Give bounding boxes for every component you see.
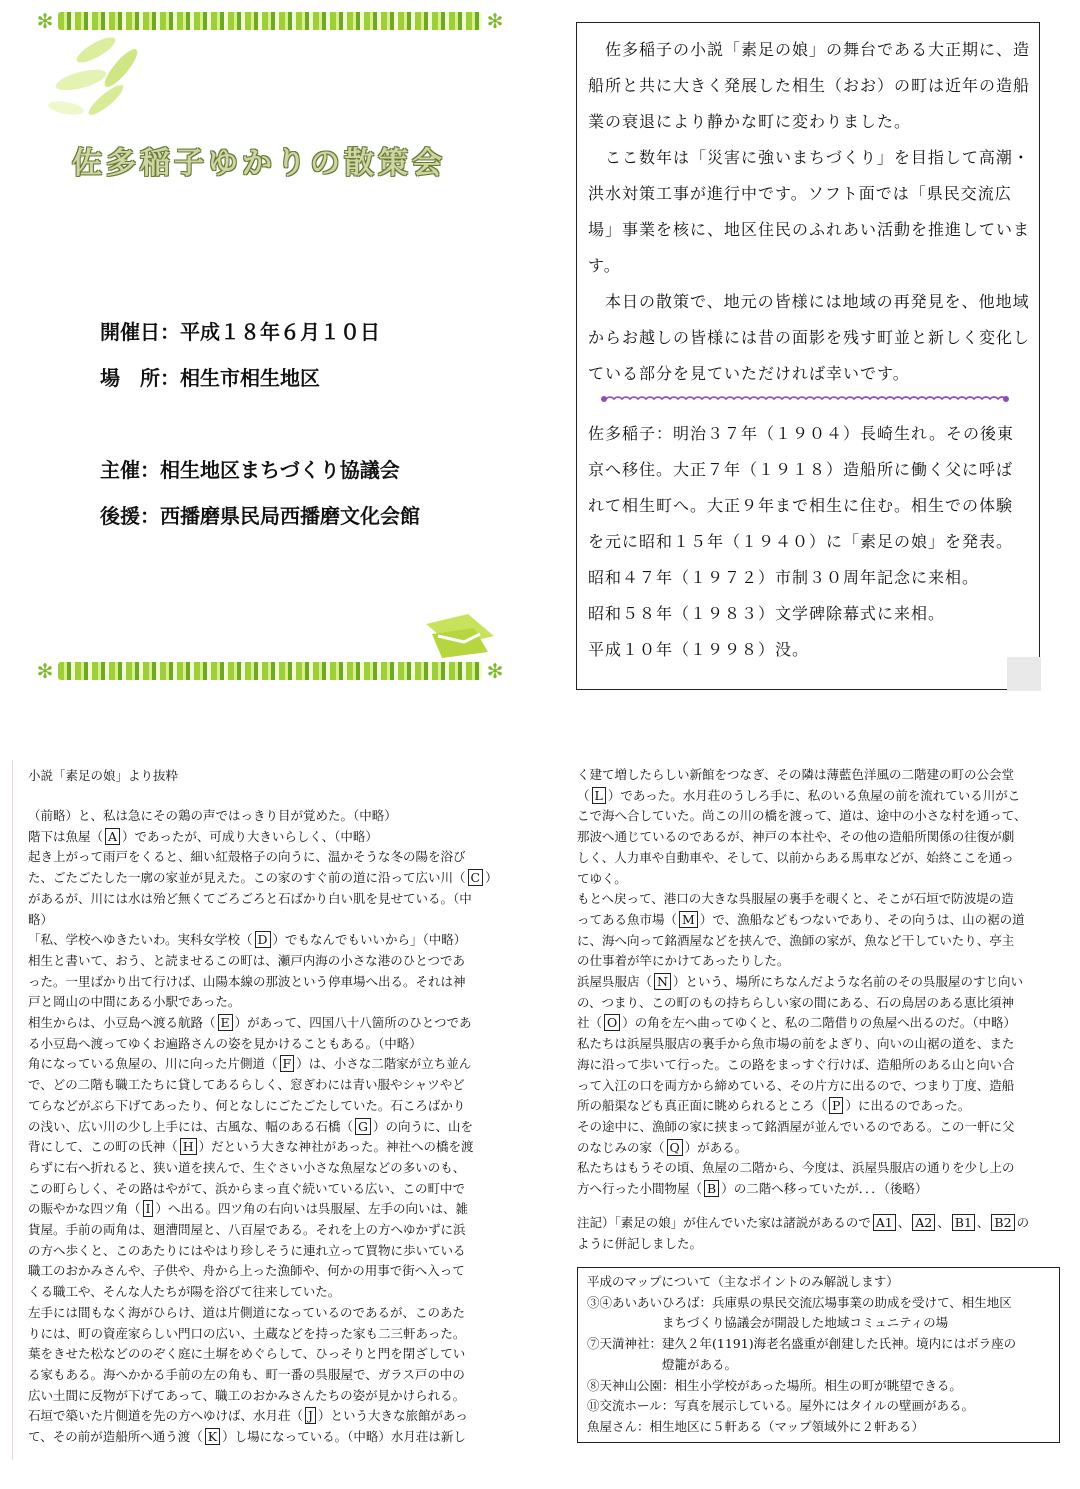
- text-segment: ）し場になっている。（中略）水月荘は新し: [222, 1429, 466, 1445]
- text-segment: 背にして、この町の氏神（: [28, 1139, 178, 1155]
- text-segment: ）の角を左へ曲ってゆくと、私の二階借りの魚屋へ出るのだ。（中略）: [622, 1015, 1017, 1031]
- text-segment: くる職工や、そんな人たちが陽を浴びて往来していた。: [28, 1284, 341, 1300]
- bio-line: 平成１０年（１９９８）没。: [588, 640, 810, 659]
- text-segment: る小豆島へ渡ってゆくお遍路さんの姿を見かけることもある。（中略）: [28, 1035, 422, 1051]
- text-line: [28, 1220, 518, 1241]
- map-note-line: 燈籠がある。: [587, 1356, 738, 1372]
- text-line: [28, 1158, 518, 1179]
- map-note-line: まちづくり協議会が開設した地域コミュニティの場: [587, 1315, 949, 1331]
- excerpt-heading: 小説「素足の娘」より抜粋: [28, 768, 179, 783]
- text-line: [28, 1344, 518, 1365]
- bio-line: 昭和５８年（１９８３）文学碑除幕式に来相。: [588, 604, 946, 623]
- map-note-line: ③④あいあいひろば：兵庫県の県民交流広場事業の助成を受けて、相生地区: [587, 1294, 1012, 1310]
- place-marker: D: [255, 931, 271, 948]
- text-line: [28, 1303, 518, 1324]
- text-segment: しく、人力車や自動車や、そして、以前からある馬車などが、始終ここを通っ: [577, 849, 1014, 865]
- text-line: [28, 1406, 518, 1427]
- flower-icon: ✻: [36, 659, 54, 683]
- text-segment: 職工のおかみさんや、子供や、舟から上った漁師や、何かの用事で街へ入って: [28, 1263, 465, 1279]
- text-line: [577, 910, 1067, 931]
- text-segment: ）の二階へ移っていたが．．．（後略）: [721, 1181, 928, 1197]
- text-segment: ）: [485, 870, 498, 886]
- text-line: [28, 951, 518, 972]
- text-segment: 葉をきせた松などののぞく庭に土塀をめぐらして、ひっそりと門を閉ざしてい: [28, 1346, 466, 1362]
- text-line: [28, 889, 518, 910]
- text-segment: 略）: [28, 911, 54, 927]
- leaf-decoration-icon: [36, 30, 156, 120]
- text-line: [577, 951, 1067, 972]
- text-segment: 貨屋。手前の両角は、廻漕問屋と、八百屋である。それを上の方へゆかずに浜: [28, 1222, 466, 1238]
- intro-paragraph-2: ここ数年は「災害に強いまちづくり」を目指して高潮・洪水対策工事が進行中です。ソフト面では「県民交流広場」事業を核に、地区住民のふれあい活動を推進しています。: [588, 148, 1031, 275]
- text-segment: 角になっている魚屋の、川に向った片側道（: [28, 1056, 278, 1072]
- text-segment: 、: [976, 1215, 990, 1230]
- text-segment: った。一里ばかり出て行けば、山陽本線の那波という停車場へ出る。それは神: [28, 973, 466, 989]
- text-segment: く建て増したらしい新館をつなぎ、その隣は薄藍色洋風の二階建の町の公会堂: [577, 767, 1015, 782]
- text-segment: 階下は魚屋（: [28, 828, 104, 844]
- text-line: [28, 930, 518, 951]
- place-marker: A1: [873, 1214, 896, 1231]
- text-line: [28, 1386, 518, 1407]
- text-segment: ）があって、四国八十八箇所のひとつであ: [234, 1015, 472, 1031]
- text-line: [577, 1096, 1067, 1117]
- text-segment: （前略）と、私は急にその鶏の声ではっきり目が覚めた。（中略）: [28, 808, 397, 823]
- text-segment: に、海へ向って銘酒屋などを挟んで、漁師の家が、魚など干していたり、亭主: [577, 932, 1015, 948]
- text-line: [577, 1213, 1067, 1234]
- text-segment: のなじみの家（: [577, 1139, 665, 1155]
- event-host: 主催：相生地区まちづくり協議会: [100, 458, 400, 482]
- text-segment: の賑やかな四ツ角（: [28, 1201, 141, 1217]
- text-segment: の: [1016, 1215, 1030, 1230]
- bio-line: 京へ移住。大正７年（１９１８）造船所に働く父に呼ば: [588, 460, 1014, 479]
- text-segment: 注記）「素足の娘」が住んでいた家は諸説があるので: [577, 1215, 871, 1230]
- text-segment: 私たちは浜屋呉服店の裏手から魚市場の前をよぎり、向いの山裾の道を、また: [577, 1036, 1015, 1052]
- text-line: [577, 1055, 1067, 1076]
- text-line: [28, 1261, 518, 1282]
- text-line: [577, 1158, 1067, 1179]
- place-marker: F: [280, 1055, 295, 1072]
- text-segment: てゆく。: [577, 870, 627, 886]
- place-marker: B: [704, 1180, 719, 1197]
- text-segment: ）へ出る。四ツ角の右向いは呉服屋、左手の向いは、雑: [155, 1201, 468, 1217]
- top-decorative-border: [32, 10, 508, 32]
- text-segment: 石垣で築いた片側道を先の方へゆけば、水月荘（: [28, 1408, 304, 1424]
- text-line: [28, 1179, 518, 1200]
- text-segment: て、その前が造船所へ通う渡（: [28, 1429, 203, 1445]
- text-line: [28, 1096, 518, 1117]
- text-segment: ）という、場所にちなんだような名前のその呉服屋のすじ向い: [672, 974, 1023, 990]
- text-segment: 所の船渠なども真正面に眺められるところ（: [577, 1098, 828, 1114]
- text-line: [28, 910, 518, 931]
- margin-line: [12, 760, 13, 1460]
- map-note-line: ⑪交流ホール：写真を展示している。屋外にはタイルの壁画がある。: [587, 1398, 975, 1414]
- bio-line: れて相生町へ。大正９年まで相生に住む。相生での体験: [588, 496, 1014, 515]
- place-marker: H: [180, 1138, 197, 1155]
- text-segment: ）という大きな旅館があっ: [318, 1408, 468, 1424]
- text-segment: もとへ戻って、港口の大きな呉服屋の裏手を覗くと、そこが石垣で防波堤の造: [577, 891, 1014, 907]
- bio-line: を元に昭和１５年（１９４０）に「素足の娘」を発表。: [588, 532, 1014, 551]
- place-marker: A2: [912, 1214, 935, 1231]
- text-segment: ）だという大きな神社があった。神社への橋を渡: [198, 1139, 474, 1155]
- text-segment: ）の向うに、山を: [373, 1118, 474, 1134]
- text-line: [577, 1117, 1067, 1138]
- text-line: [577, 786, 1067, 807]
- excerpt-left-column: [28, 806, 518, 1448]
- place-marker: M: [679, 911, 698, 928]
- text-segment: ）に出るのであった。: [845, 1098, 971, 1114]
- text-line: [28, 1117, 518, 1138]
- wavy-divider: [600, 392, 1010, 406]
- author-bio: [588, 416, 1038, 668]
- text-line: [28, 806, 518, 827]
- text-segment: 広い土間に反物が下げてあって、職工のおかみさんたちの姿が見かけられる。: [28, 1387, 466, 1403]
- place-marker: O: [604, 1014, 620, 1031]
- text-line: [28, 1137, 518, 1158]
- text-line: [28, 992, 518, 1013]
- text-segment: ってある魚市場（: [577, 911, 678, 927]
- place-marker: C: [468, 869, 484, 886]
- text-line: [577, 993, 1067, 1014]
- text-segment: ）でもなんでもいいから」（中略）: [272, 932, 467, 948]
- text-line: [28, 1365, 518, 1386]
- text-line: [577, 848, 1067, 869]
- text-segment: 起き上がって雨戸をくると、細い紅殻格子の向うに、温かそうな冬の陽を浴び: [28, 849, 466, 865]
- text-segment: があるが、川には水は殆ど無くてごろごろと石ばかり白い肌を見せている。（中: [28, 890, 472, 906]
- place-marker: N: [654, 973, 671, 990]
- text-line: [28, 827, 518, 848]
- place-marker: A: [105, 828, 120, 845]
- flower-icon: ✻: [36, 9, 54, 33]
- text-line: [28, 1075, 518, 1096]
- place-marker: I: [143, 1200, 154, 1217]
- place-marker: K: [205, 1428, 220, 1445]
- text-line: [28, 972, 518, 993]
- text-segment: る家もある。海へかかる手前の左の角も、町一番の呉服屋で、ガラス戸の中の: [28, 1366, 465, 1382]
- place-marker: B1: [952, 1214, 975, 1231]
- text-line: [577, 827, 1067, 848]
- intro-paragraph-3: 本日の散策で、地元の皆様には地域の再発見を、他地域からお越しの皆様には昔の面影を残す町並と新しく変化している部分を見ていただければ幸いです。: [588, 292, 1031, 383]
- bottom-decorative-border: [32, 660, 508, 682]
- place-marker: G: [355, 1118, 371, 1135]
- text-segment: 「私、学校へゆきたいわ。実科女学校（: [28, 932, 253, 948]
- text-line: [577, 869, 1067, 890]
- text-segment: の、つまり、この町のもの持ちらしい家の間にある、石の鳥居のある恵比須神: [577, 994, 1015, 1010]
- text-segment: この町らしく、その路はやがて、浜からまっ直ぐ続いている広い、この町中で: [28, 1180, 466, 1196]
- text-segment: らずに右へ折れると、狭い道を挟んで、生ぐさい小さな魚屋などの多いのも、: [28, 1159, 466, 1175]
- text-line: [28, 847, 518, 868]
- place-marker: Q: [667, 1139, 683, 1156]
- text-segment: りには、町の資産家らしい門口の広い、土蔵などを持った家も二三軒あった。: [28, 1325, 466, 1341]
- intro-paragraph-1: 佐多稲子の小説「素足の娘」の舞台である大正期に、造船所と共に大きく発展した相生（おお）の町は近年の造船業の衰退により静かな町に変わりました。: [588, 40, 1031, 131]
- flower-icon: ✻: [486, 9, 504, 33]
- map-note-line: ⑧天神山公園：相生小学校があった場所。相生の町が眺望できる。: [587, 1377, 962, 1393]
- text-line: [28, 1324, 518, 1345]
- map-note-line: 平成のマップについて（主なポイントのみ解説します）: [587, 1274, 899, 1289]
- text-segment: （: [577, 787, 590, 803]
- text-segment: 浜屋呉服店（: [577, 974, 653, 990]
- text-line: [577, 765, 1067, 786]
- text-segment: ）であったが、可成り大きいらしく、（中略）: [122, 828, 378, 844]
- text-segment: ）がある。: [684, 1139, 748, 1155]
- event-place: 場 所：相生市相生地区: [100, 366, 320, 390]
- text-line: [577, 1076, 1067, 1097]
- text-segment: 方へ行った小間物屋（: [577, 1181, 703, 1197]
- text-segment: 海に沿って歩いて行った。この路をまっすぐ行けば、造船所のある山と向い合: [577, 1056, 1015, 1072]
- text-segment: 、: [937, 1215, 950, 1230]
- bio-line: 昭和４７年（１９７２）市制３０周年記念に来相。: [588, 568, 980, 587]
- text-segment: ）は、小さな二階家が立ち並ん: [296, 1056, 472, 1072]
- text-line: [577, 1138, 1067, 1159]
- text-segment: 相生からは、小豆島へ渡る航路（: [28, 1015, 216, 1031]
- text-segment: 社（: [577, 1015, 603, 1031]
- place-marker: P: [829, 1097, 843, 1114]
- place-marker: L: [592, 787, 606, 804]
- text-line: [28, 1034, 518, 1055]
- place-marker: B2: [991, 1214, 1014, 1231]
- text-segment: こで海へ合していた。尚この川の橋を渡って、道は、途中の小さな村を通って、: [577, 808, 1027, 824]
- text-segment: ように併記しました。: [577, 1235, 703, 1251]
- place-marker: E: [218, 1014, 233, 1031]
- text-segment: た、ごたごたした一廓の家並が見えた。この家のすぐ前の道に沿って広い川（: [28, 870, 466, 886]
- text-segment: で、どの二階も職工たちに貸してあるらしく、窓ぎわには青い服やシャツやど: [28, 1077, 465, 1093]
- text-segment: ）であった。水月荘のうしろ手に、私のいる魚屋の前を流れている川がこ: [607, 787, 1021, 803]
- text-line: [577, 806, 1067, 827]
- text-segment: 、: [897, 1215, 911, 1230]
- bio-line: 佐多稲子：明治３７年（１９０４）長崎生れ。その後東: [588, 424, 1014, 443]
- text-segment: の浅い、広い川の少し上手には、古風な、幅のある石橋（: [28, 1118, 354, 1134]
- text-segment: てらなどがぶら下げてあったり、何となしにごたごたしていた。石ころばかり: [28, 1097, 466, 1113]
- text-line: [28, 868, 518, 889]
- text-line: [577, 1179, 1067, 1200]
- event-date: 開催日：平成１８年６月１０日: [100, 320, 380, 344]
- page-title: 佐多稲子ゆかりの散策会: [72, 146, 446, 181]
- text-segment: その途中に、漁師の家に挟まって銘酒屋が並んでいるのである。この一軒に父: [577, 1118, 1015, 1134]
- text-segment: って入江の口を両方から締めている、その片方に出るので、つまり丁度、造船: [577, 1077, 1015, 1093]
- text-line: [28, 1427, 518, 1448]
- text-segment: ）で、漁船などもつないであり、その向うは、山の裾の道: [699, 911, 1025, 927]
- text-segment: 戸と岡山の中間にある小駅であった。: [28, 994, 241, 1010]
- text-line: [28, 1199, 518, 1220]
- flower-icon: ✻: [486, 659, 504, 683]
- place-marker: J: [305, 1407, 316, 1424]
- text-segment: 私たちはもうその頃、魚屋の二階から、今度は、浜屋呉服店の通りを少し上の: [577, 1160, 1015, 1176]
- excerpt-note: [577, 1213, 1067, 1254]
- text-segment: 左手には間もなく海がひらけ、道は片側道になっているのであるが、このあた: [28, 1304, 466, 1320]
- map-note-line: 魚屋さん：相生地区に５軒ある（マップ領域外に２軒ある）: [587, 1418, 925, 1434]
- text-line: [577, 889, 1067, 910]
- text-segment: 那波へ通じているのであるが、神戸の本社や、その他の造船所関係の往復が劇: [577, 829, 1015, 845]
- text-line: [577, 1234, 1067, 1255]
- text-line: [28, 1241, 518, 1262]
- text-line: [577, 972, 1067, 993]
- text-line: [28, 1013, 518, 1034]
- envelope-decoration-icon: [418, 612, 502, 662]
- text-segment: の仕事着が竿にかけてあったりした。: [577, 953, 790, 969]
- map-note-line: ⑦天満神社：建久２年(1191)海老名盛重が創建した氏神。境内にはボラ座の: [587, 1336, 1017, 1352]
- map-notes: [587, 1272, 1057, 1438]
- text-line: [28, 1054, 518, 1075]
- event-support: 後援：西播磨県民局西播磨文化会館: [100, 504, 420, 528]
- text-line: [577, 1013, 1067, 1034]
- text-line: [577, 1034, 1067, 1055]
- text-line: [577, 931, 1067, 952]
- text-segment: 相生と書いて、おう、と読ませるこの町は、瀬戸内海の小さな港のひとつであ: [28, 952, 466, 968]
- text-segment: の方へ歩くと、このあたりにはやはり珍しそうに連れ立って買物に歩いている: [28, 1242, 466, 1258]
- text-line: [28, 1282, 518, 1303]
- excerpt-right-column: [577, 765, 1067, 1200]
